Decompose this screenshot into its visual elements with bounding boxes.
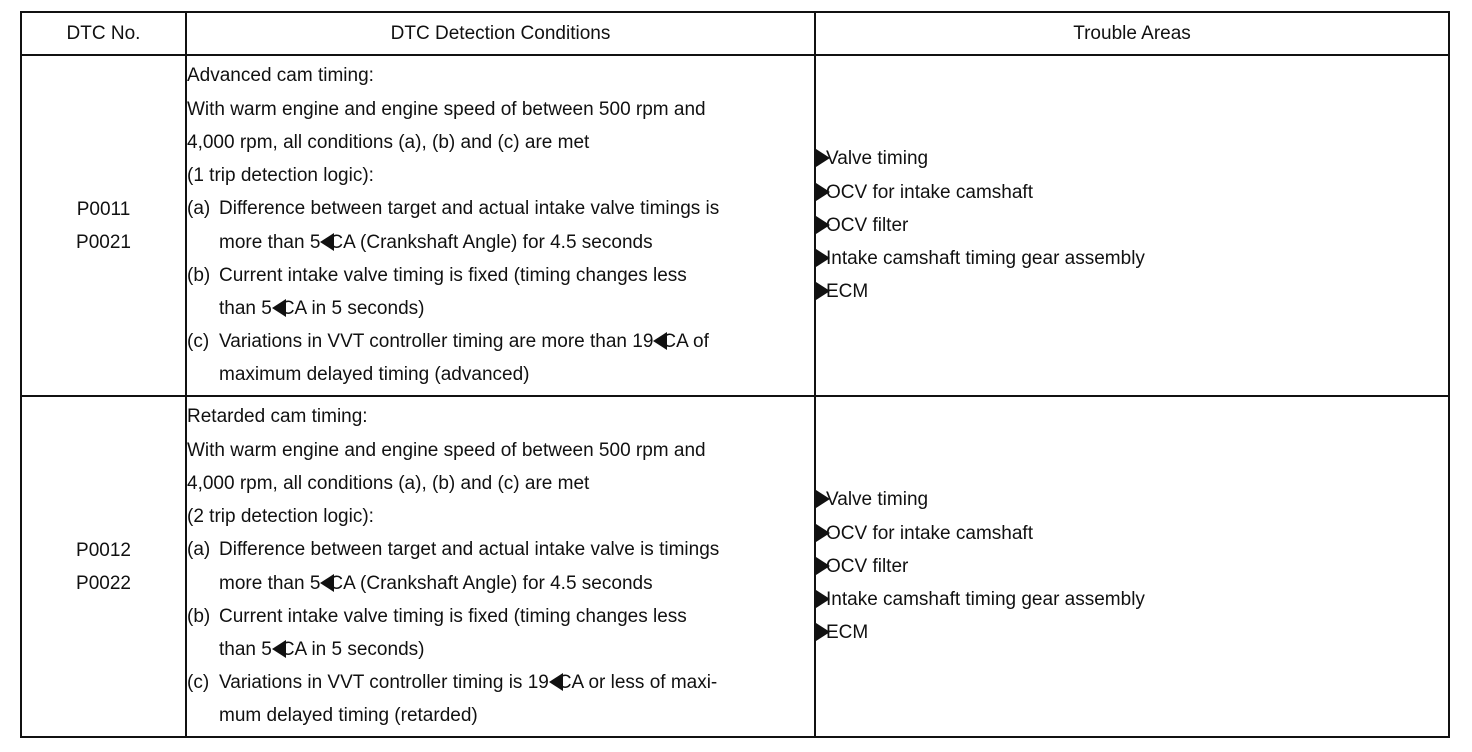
dtc-code: P0011 xyxy=(76,198,131,220)
degree-glyph-icon xyxy=(653,332,667,350)
dtc-code: P0012 xyxy=(76,539,131,561)
condition-key: (b) xyxy=(187,264,211,286)
bullet-triangle-icon xyxy=(816,623,830,641)
trouble-area-item: OCV filter xyxy=(816,209,1448,242)
condition-key: (c) xyxy=(187,672,210,694)
header-dtc-no: DTC No. xyxy=(21,12,186,55)
bullet-triangle-icon xyxy=(816,557,830,575)
condition-key: (a) xyxy=(187,539,211,561)
condition-continuation: than 5 CA in 5 seconds) xyxy=(219,638,425,660)
degree-glyph-icon xyxy=(272,640,286,658)
header-trouble-areas: Trouble Areas xyxy=(815,12,1449,55)
condition-item: (b) Current intake valve timing is fixed (timing changes less xyxy=(187,259,814,292)
condition-intro: 4,000 rpm, all conditions (a), (b) and (c) are met xyxy=(187,131,590,153)
dtc-code: P0022 xyxy=(76,572,131,594)
trouble-area-item: OCV for intake camshaft xyxy=(816,176,1448,209)
trouble-areas-cell xyxy=(815,55,1449,396)
trouble-area-item: Intake camshaft timing gear assembly xyxy=(816,242,1448,275)
condition-item: (a) Difference between target and actual intake valve is timings xyxy=(187,533,814,566)
trouble-area-item: ECM xyxy=(816,616,1448,649)
header-detection-conditions: DTC Detection Conditions xyxy=(186,12,815,55)
bullet-triangle-icon xyxy=(816,490,830,508)
condition-item: (a) Difference between target and actual intake valve timings is xyxy=(187,192,814,225)
bullet-triangle-icon xyxy=(816,149,830,167)
bullet-triangle-icon xyxy=(816,590,830,608)
condition-key: (a) xyxy=(187,198,211,220)
condition-item: (b) Current intake valve timing is fixed (timing changes less xyxy=(187,600,814,633)
degree-glyph-icon xyxy=(320,233,334,251)
trouble-area-item: OCV filter xyxy=(816,550,1448,583)
trouble-area-item: OCV for intake camshaft xyxy=(816,517,1448,550)
detection-logic: (1 trip detection logic): xyxy=(187,165,374,187)
condition-intro: With warm engine and engine speed of between 500 rpm and xyxy=(187,98,706,120)
condition-intro: With warm engine and engine speed of between 500 rpm and xyxy=(187,439,706,461)
trouble-area-item: Valve timing xyxy=(816,483,1448,516)
condition-continuation: maximum delayed timing (advanced) xyxy=(219,364,530,386)
degree-glyph-icon xyxy=(549,673,563,691)
detection-conditions-cell xyxy=(186,55,815,396)
dtc-code: P0021 xyxy=(76,231,131,253)
condition-continuation: more than 5 CA (Crankshaft Angle) for 4.5 seconds xyxy=(219,572,653,594)
table-header-row xyxy=(21,12,1449,55)
dtc-code-cell xyxy=(21,55,186,396)
bullet-triangle-icon xyxy=(816,524,830,542)
degree-glyph-icon xyxy=(320,574,334,592)
trouble-areas-cell xyxy=(815,396,1449,737)
table-row xyxy=(21,55,1449,396)
condition-title: Advanced cam timing: xyxy=(187,65,374,87)
bullet-triangle-icon xyxy=(816,183,830,201)
condition-continuation: than 5 CA in 5 seconds) xyxy=(219,297,425,319)
condition-intro: 4,000 rpm, all conditions (a), (b) and (c) are met xyxy=(187,472,590,494)
bullet-triangle-icon xyxy=(816,282,830,300)
bullet-triangle-icon xyxy=(816,216,830,234)
condition-title: Retarded cam timing: xyxy=(187,406,368,428)
table-row xyxy=(21,396,1449,737)
detection-conditions-cell xyxy=(186,396,815,737)
detection-logic: (2 trip detection logic): xyxy=(187,506,374,528)
condition-key: (b) xyxy=(187,605,211,627)
trouble-area-item: ECM xyxy=(816,275,1448,308)
trouble-area-item: Valve timing xyxy=(816,142,1448,175)
degree-glyph-icon xyxy=(272,299,286,317)
condition-key: (c) xyxy=(187,331,210,353)
trouble-area-item: Intake camshaft timing gear assembly xyxy=(816,583,1448,616)
condition-continuation: mum delayed timing (retarded) xyxy=(219,705,478,727)
bullet-triangle-icon xyxy=(816,249,830,267)
dtc-table xyxy=(20,11,1450,738)
condition-item: (c) Variations in VVT controller timing is 19 CA or less of maxi- xyxy=(187,666,814,699)
condition-item: (c) Variations in VVT controller timing are more than 19 CA of xyxy=(187,325,814,358)
dtc-code-cell xyxy=(21,396,186,737)
condition-continuation: more than 5 CA (Crankshaft Angle) for 4.5 seconds xyxy=(219,231,653,253)
